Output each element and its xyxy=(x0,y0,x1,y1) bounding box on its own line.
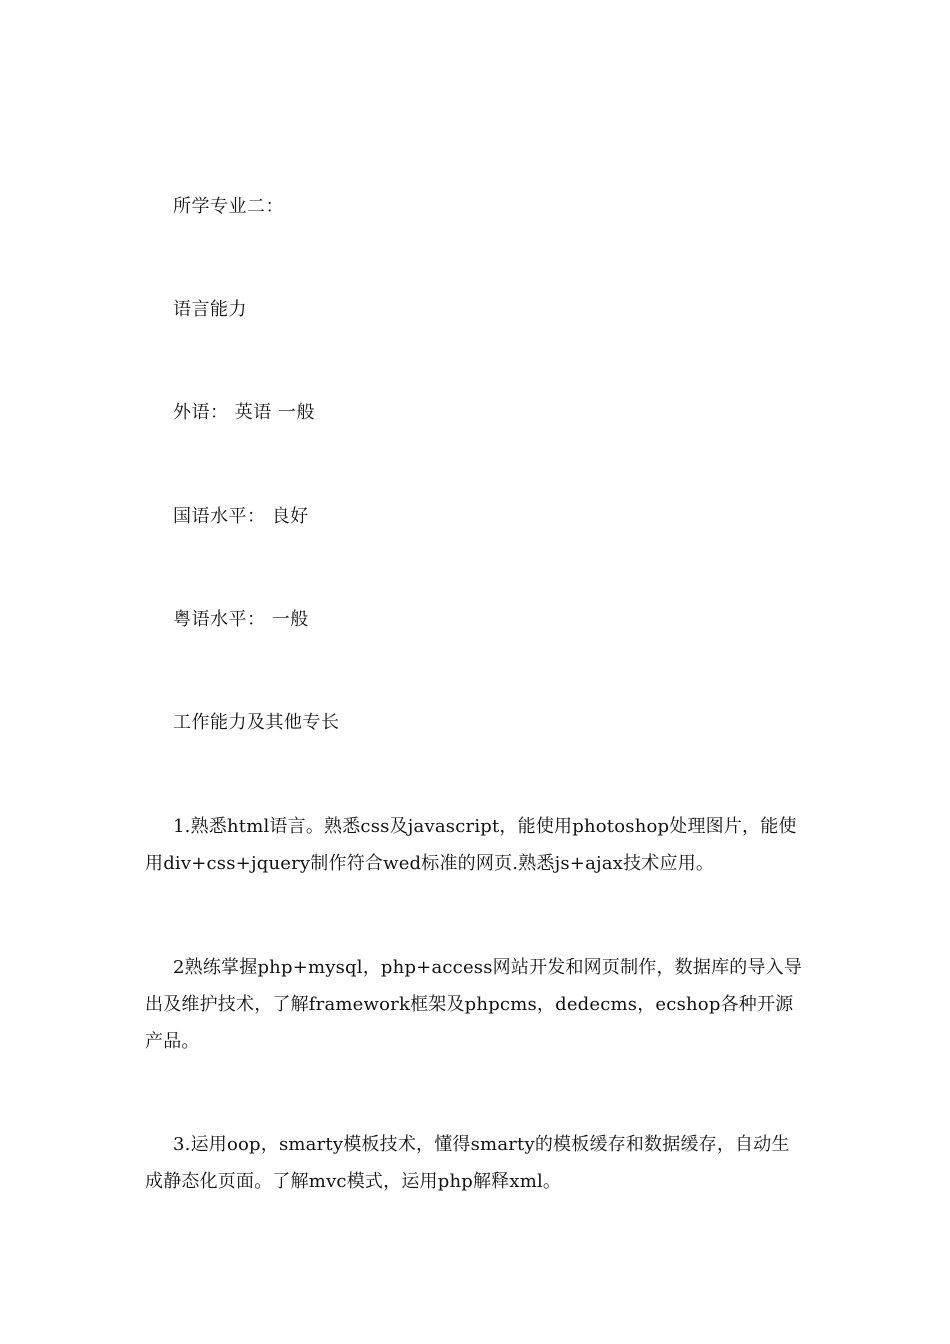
work-ability-heading: 工作能力及其他专长 xyxy=(173,712,340,733)
foreign-language-line: 外语： 英语 一般 xyxy=(173,402,315,423)
skill-paragraph-3: 3.运用oop，smarty模板技术，懂得smarty的模板缓存和数据缓存，自动生成静态化页面。了解mvc模式，运用php解释xml。 xyxy=(145,1134,790,1192)
skill-paragraph-1: 1.熟悉html语言。熟悉css及javascript，能使用photoshop处理图片，能使用div+css+jquery制作符合wed标准的网页.熟悉js+ajax技术应用。 xyxy=(145,816,797,874)
mandarin-level-line: 国语水平： 良好 xyxy=(173,506,309,527)
major-two-label: 所学专业二： xyxy=(173,196,284,217)
language-ability-heading: 语言能力 xyxy=(173,299,247,320)
cantonese-level-line: 粤语水平： 一般 xyxy=(173,609,309,630)
skill-paragraph-2: 2熟练掌握php+mysql，php+access网站开发和网页制作，数据库的导入导出及维护技术，了解framework框架及phpcms，dedecms，ecshop各种开源产品。 xyxy=(145,957,803,1052)
